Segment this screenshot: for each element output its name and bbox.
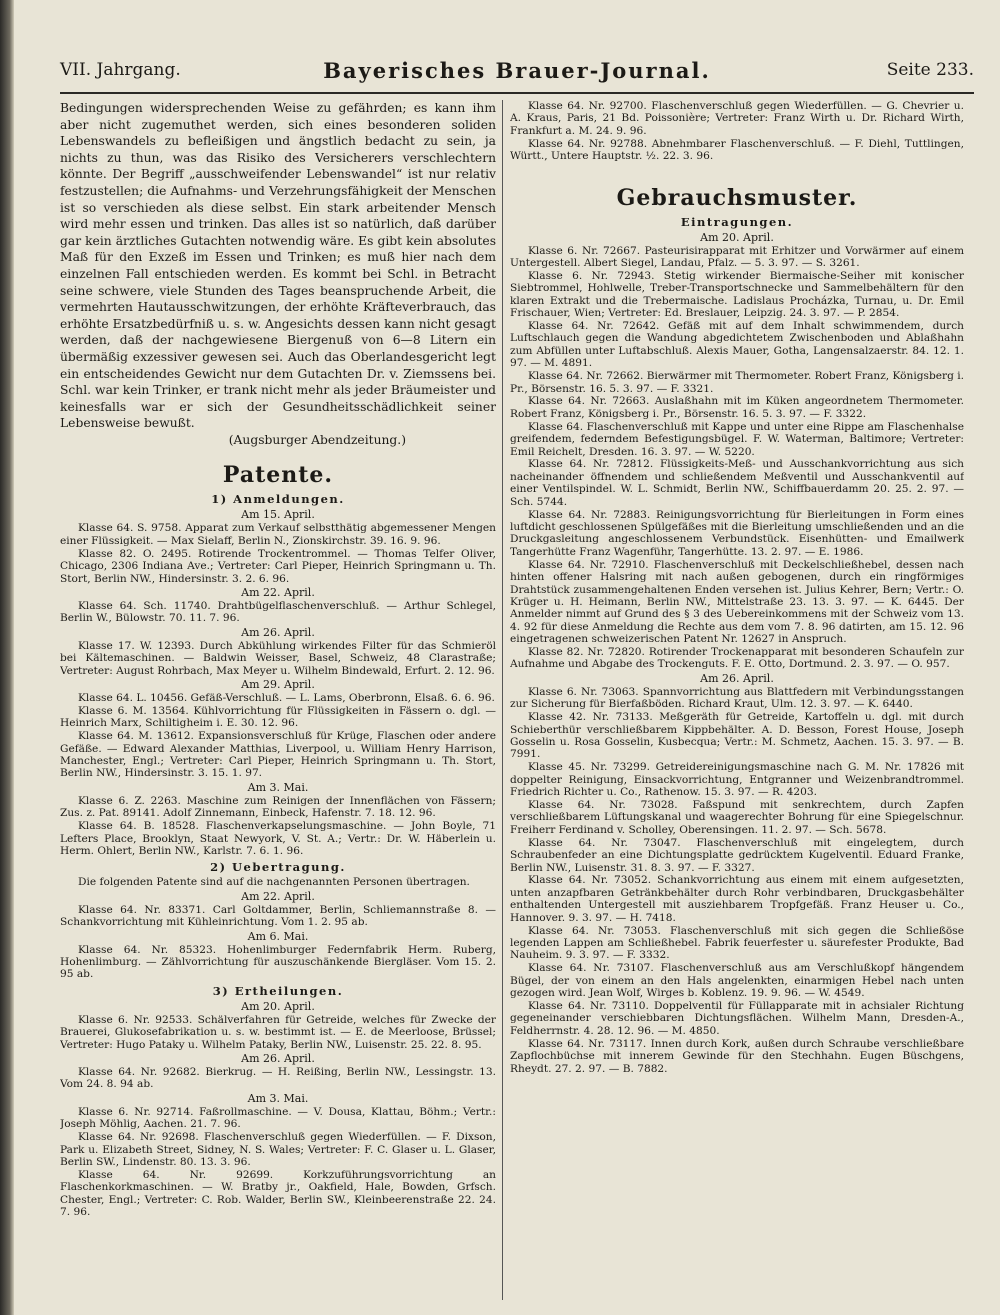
- header-rule: [60, 92, 974, 94]
- patent-entry: Klasse 64. B. 18528. Flaschenverkapselungsmaschine. — John Boyle, 71 Lefters Place, Brooklyn, Staat Newyork, V. St. A.; Vertr.: Dr. W. Häberlein u. Herm. Ohlert, Berlin NW., Karlstr. 7. 6. 1. 96.: [60, 820, 496, 857]
- patent-entry: Klasse 6. M. 13564. Kühlvorrichtung für Flüssigkeiten in Fässern o. dgl. — Heinrich Marx, Schiltigheim i. E. 30. 12. 96.: [60, 704, 496, 730]
- date-line: Am 3. Mai.: [247, 1091, 309, 1105]
- patent-entry: Klasse 82. O. 2495. Rotirende Trockentrommel. — Thomas Telfer Oliver, Chicago, 2306 Indiana Ave.; Vertreter: Carl Pieper, Heinrich Springmann u. Th. Stort, Berlin NW., Hindersinstr. 3. 2. 6. 96.: [60, 547, 496, 585]
- patent-entry: Klasse 64. Nr. 92788. Abnehmbarer Flaschenverschluß. — F. Diehl, Tuttlingen, Württ., Untere Hauptstr. ½. 22. 3. 96.: [510, 137, 964, 163]
- gm-entry: Klasse 64. Nr. 73028. Faßspund mit senkrechtem, durch Zapfen verschließbarem Lüftungskanal und waagerechter Bohrung für eine Spiegelschnur. Freiherr Ferdinand v. Scholley, Oberensingen. 11. 2. 97. — Sch. 5678.: [510, 799, 964, 836]
- gm-entry: Klasse 64. Nr. 72663. Auslaßhahn mit im Küken angeordnetem Thermometer. Robert Franz, Königsberg i. Pr., Börsenstr. 16. 5. 3. 97. — F. 3322.: [510, 395, 964, 420]
- patent-entry: Klasse 64. Nr. 92699. Korkzuführungsvorrichtung an Flaschenkorkmaschinen. — W. Bratby jr., Oakfield, Hale, Bowden, Grfsch. Chester, Engl.; Vertreter: C. Rob. Walder, Berlin SW., Kleinbeerenstraße 22. 24. 7. 96.: [60, 1168, 496, 1219]
- gm-entry: Klasse 64. Nr. 72662. Bierwärmer mit Thermometer. Robert Franz, Königsberg i. Pr., Börsenstr. 16. 5. 3. 97. — F. 3321.: [510, 370, 964, 395]
- patent-entry: Klasse 64. L. 10456. Gefäß-Verschluß. — L. Lams, Oberbronn, Elsaß. 6. 6. 96.: [78, 692, 495, 705]
- patent-entry: Klasse 6. Nr. 92714. Faßrollmaschine. — V. Dousa, Klattau, Böhm.; Vertr.: Joseph Möhlig, Aachen. 21. 7. 96.: [60, 1105, 496, 1131]
- gm-entry: Klasse 82. Nr. 72820. Rotirender Trockenapparat mit besonderen Schaufeln zur Aufnahme und Abgabe des Trockenguts. F. E. Otto, Dortmund. 2. 3. 97. — O. 957.: [510, 646, 964, 671]
- patent-entry: Klasse 6. Z. 2263. Maschine zum Reinigen der Innenflächen von Fässern; Zus. z. Pat. 89141. Adolf Zinnemann, Einbeck, Hafenstr. 7. 18. 12. 96.: [60, 794, 496, 820]
- gm-entry: Klasse 64. Nr. 73047. Flaschenverschluß mit eingelegtem, durch Schraubenfeder an eine Dichtungsplatte gedrücktem Kugelventil. Eduard Franke, Berlin NW., Luisenstr. 31. 8. 3. 97. — F. 3327.: [510, 836, 964, 874]
- date-line: Am 22. April.: [241, 586, 315, 599]
- gm-entry: Klasse 64. Nr. 73110. Doppelventil für Füllapparate mit in achsialer Richtung gegeneinander verschiebbaren Dichtungsflächen. Wilhelm Mann, Dresden-A., Feldherrnstr. 4. 28. 12. 96. — M. 4850.: [510, 1000, 964, 1037]
- patent-entry: Klasse 64. Nr. 83371. Carl Goltdammer, Berlin, Schliemannstraße 8. — Schankvorrichtung mit Kühleinrichtung. Vom 1. 2. 95 ab.: [60, 903, 496, 929]
- patent-entry: Klasse 64. M. 13612. Expansionsverschluß für Krüge, Flaschen oder andere Gefäße. — Edward Alexander Matthias, Liverpool, u. William Henry Harrison, Manchester, Engl.; Vertreter: Carl Pieper, Heinrich Springmann u. Th. Stort, Berlin NW., Hindersinstr. 3. 15. 1. 97.: [60, 730, 496, 780]
- patent-entry: Klasse 17. W. 12393. Durch Abkühlung wirkendes Filter für das Schmieröl bei Kältemaschinen. — Baldwin Weisser, Basel, Schweiz, 48 Clarastraße; Vertreter: August Rohrbach, Max Meyer u. Wilhelm Bindewald, Erfurt. 2. 12. 96.: [60, 639, 496, 677]
- gm-entry: Klasse 64. Nr. 73053. Flaschenverschluß mit sich gegen die Schließöse legenden Lappen am Schließhebel. Fabrik feuerfester u. säurefester Produkte, Bad Nauheim. 9. 3. 97. — F. 3332.: [510, 924, 964, 962]
- article-body: [60, 100, 496, 448]
- volume-label: VII. Jahrgang.: [60, 60, 181, 80]
- date-line: Am 20. April.: [241, 999, 315, 1013]
- article-source: (Augsburger Abendzeitung.): [228, 432, 406, 447]
- gm-entry: Klasse 64. Nr. 72642. Gefäß mit auf dem Inhalt schwimmendem, durch Luftschlauch gegen die Wandung abgedichtetem Zwischenboden und Ablaßhahn zum Abfüllen unter Luftabschluß. Alexis Mauer, Gotha, Langensalzaerstr. 84. 12. 1. 97. — M. 4891.: [510, 319, 964, 370]
- journal-page: [22, 0, 992, 1315]
- journal-title: Bayerisches Brauer-Journal.: [323, 58, 711, 83]
- uebertragung-heading: 2) Uebertragung.: [210, 860, 346, 875]
- patent-entry: Klasse 64. Sch. 11740. Drahtbügelflaschenverschluß. — Arthur Schlegel, Berlin W., Bülowstr. 70. 11. 7. 96.: [60, 600, 496, 625]
- gm-entry: Klasse 6. Nr. 72667. Pasteurisirapparat mit Erhitzer und Vorwärmer auf einem Untergestell. Albert Siegel, Landau, Pfalz. — 5. 3. 97. — S. 3261.: [510, 244, 964, 269]
- patent-entry: Klasse 64. Nr. 92700. Flaschenverschluß gegen Wiederfüllen. — G. Chevrier u. A. Kraus, Paris, 21 Bd. Poissonière; Vertreter: Franz Wirth u. Dr. Richard Wirth, Frankfurt a. M. 24. 9. 96.: [510, 100, 964, 137]
- ertheilungen-heading: 3) Ertheilungen.: [212, 983, 344, 998]
- patent-entry: Klasse 64. Nr. 92698. Flaschenverschluß gegen Wiederfüllen. — F. Dixson, Park u. Elizabeth Street, Sidney, N. S. Wales; Vertreter: F. C. Glaser u. L. Glaser, Berlin SW., Lindenstr. 80. 13. 3. 96.: [60, 1131, 496, 1168]
- patent-entry: Klasse 64. Nr. 92682. Bierkrug. — H. Reißing, Berlin NW., Lessingstr. 13. Vom 24. 8. 94 ab.: [60, 1066, 496, 1091]
- date-line: Am 3. Mai.: [247, 780, 309, 794]
- date-line: Am 26. April.: [241, 625, 315, 639]
- date-line: Am 20. April.: [700, 230, 774, 244]
- patent-entry: Klasse 64. S. 9758. Apparat zum Verkauf selbstthätig abgemessener Mengen einer Flüssigkeit. — Max Sielaff, Berlin N., Zionskirchstr. 39. 16. 9. 96.: [60, 522, 496, 547]
- gm-entry: Klasse 6. Nr. 73063. Spannvorrichtung aus Blattfedern mit Verbindungsstangen zur Sicherung für Bierfaßböden. Richard Kraut, Ulm. 12. 3. 97. — K. 6440.: [510, 685, 964, 711]
- uebertragung-intro: Die folgenden Patente sind auf die nachgenannten Personen übertragen.: [78, 876, 470, 889]
- gm-entry: Klasse 45. Nr. 73299. Getreidereinigungsmaschine nach G. M. Nr. 17826 mit doppelter Reinigung, Einsackvorrichtung, Entgranner und Weizenbrandtrommel. Friedrich Richter u. Co., Rathenow. 15. 3. 97. — R. 4203.: [510, 761, 964, 799]
- gm-entry: Klasse 64. Nr. 72910. Flaschenverschluß mit Deckelschließhebel, dessen nach hinten offener Halsring mit nach außen gebogenen, durch ein ringförmiges Drahtstück zusammengehaltenen Enden versehen ist. Julius Kehrer, Bern; Vertr.: O. Krüger u. H. Heimann, Berlin NW., Mittelstraße 23. 13. 3. 97. — K. 6445. Der Anmelder nimmt auf Grund des § 3 des Uebereinkommens mit der Schweiz vom 13. 4. 92 für diese Anmeldung die Rechte aus dem vom 7. 8. 96 datirten, am 15. 12. 96 eingetragenen schweizerischen Patent Nr. 12627 in Anspruch.: [510, 558, 964, 646]
- left-column: [60, 100, 496, 1305]
- eintragungen-heading: Eintragungen.: [680, 214, 794, 229]
- gm-entry: Klasse 42. Nr. 73133. Meßgeräth für Getreide, Kartoffeln u. dgl. mit durch Schieberthür verschließbarem Kippbehälter. A. D. Besson, Forest House, Joseph Gosselin u. Rosa Gosselin, Kusbecqua; Vertr.: M. Schmetz, Aachen. 15. 3. 97. — B. 7991.: [510, 711, 964, 761]
- article-paragraph: Bedingungen widersprechenden Weise zu gefährden; es kann ihm aber nicht zugemuthet werden, sich eines besonderen soliden Lebenswandels zu befleißigen und ängstlich bedacht zu sein, ja nichts zu thun, was das Risiko des Versicherers verschlechtern könnte. Der Begriff „ausschweifender Lebenswandel“ ist nur relativ festzustellen; die Aufnahms- und Verzehrungsfähigkeit der Menschen ist so verschieden als diese selbst. Ein stark arbeitender Mensch wird mehr essen und trinken. Das alles ist so natürlich, daß darüber gar kein ärztliches Gutachten notwendig wäre. Es gibt kein absolutes Maß für den Exzeß im Essen und Trinken; es muß hier nach dem einzelnen Fall entschieden werden. Es kommt bei Schl. in Betracht seine schwere, viele Stunden des Tages beanspruchende Arbeit, die vermehrten Hautausschwitzungen, der erhöhte Kräfteverbrauch, das erhöhte Ersatzbedürfniß u. s. w. Angesichts dessen kann nicht gesagt werden, daß der nachgewiesene Biergenuß von 6—8 Litern ein übermäßig exzessiver gewesen sei. Auch das Oberlandesgericht legt ein entscheidendes Gewicht nur dem Gutachten Dr. v. Ziemssens bei. Schl. war kein Trinker, er trank nicht mehr als jeder Bräumeister und keinesfalls war er sich der Gesundheitsschädlichkeit seiner Lebensweise bewußt.: [60, 101, 496, 431]
- gm-entry: Klasse 64. Flaschenverschluß mit Kappe und unter eine Rippe am Flaschenhalse greifendem, federndem Befestigungsbügel. F. W. Waterman, Baltimore; Vertreter: Emil Reichelt, Dresden. 16. 3. 97. — W. 5220.: [510, 420, 964, 458]
- date-line: Am 26. April.: [241, 1052, 315, 1066]
- book-spine: [0, 0, 14, 1315]
- gm-entry: Klasse 6. Nr. 72943. Stetig wirkender Biermaische-Seiher mit konischer Siebtrommel, Hohlwelle, Treber-Transportschnecke und Sammelbehältern für den klaren Extrakt und die Trebermaische. Ladislaus Procházka, Turnau, u. Dr. Emil Frischauer, Wien; Vertreter: Ed. Breslauer, Leipzig. 24. 3. 97. — P. 2854.: [510, 269, 964, 320]
- right-column: [510, 100, 964, 1305]
- date-line: Am 29. April.: [241, 678, 315, 692]
- gm-entry: Klasse 64. Nr. 73107. Flaschenverschluß aus am Verschlußkopf hängendem Bügel, der von einem an den Hals angelenkten, einarmigen Hebel nach unten gezogen wird. Jean Wolf, Wirges b. Koblenz. 19. 9. 96. — W. 4549.: [510, 962, 964, 1000]
- date-line: Am 15. April.: [241, 508, 315, 522]
- date-line: Am 26. April.: [700, 671, 774, 685]
- date-line: Am 6. Mai.: [247, 929, 309, 943]
- patent-entry: Klasse 64. Nr. 85323. Hohenlimburger Federnfabrik Herm. Ruberg, Hohenlimburg. — Zählvorrichtung für auszuschänkende Biergläser. Vom 15. 2. 95 ab.: [60, 943, 496, 981]
- anmeldungen-heading: 1) Anmeldungen.: [211, 492, 345, 507]
- gebrauchsmuster-heading: Gebrauchsmuster.: [616, 184, 858, 211]
- gm-entry: Klasse 64. Nr. 73052. Schankvorrichtung aus einem mit einem aufgesetzten, unten anzapfbaren Getränkbehälter durch Rohr verbindbaren, Druckgasbehälter enthaltenden Untergestell mit ausziehbarem Tropfgefäß. Franz Heuser u. Co., Hannover. 9. 3. 97. — H. 7418.: [510, 874, 964, 924]
- gm-entry: Klasse 64. Nr. 72812. Flüssigkeits-Meß- und Ausschankvorrichtung aus sich nacheinander öffnendem und schließendem Meßventil und Ausschankventil auf einer Ventilspindel. W. L. Schmidt, Berlin NW., Schiffbauerdamm 20. 25. 2. 97. — Sch. 5744.: [510, 458, 964, 508]
- patent-entry: Klasse 6. Nr. 92533. Schälverfahren für Getreide, welches für Zwecke der Brauerei, Glukosefabrikation u. s. w. bestimmt ist. — E. de Meerloose, Brüssel; Vertreter: Hugo Pataky u. Wilhelm Pataky, Berlin NW., Luisenstr. 25. 22. 8. 95.: [60, 1013, 496, 1051]
- column-divider: [502, 100, 503, 1300]
- gm-entry: Klasse 64. Nr. 73117. Innen durch Kork, außen durch Schraube verschließbare Zapflochbüchse mit innerem Gewinde für den Stechhahn. Eugen Büschgens, Rheydt. 27. 2. 97. — B. 7882.: [510, 1037, 964, 1075]
- patente-heading: Patente.: [222, 462, 334, 489]
- page-header: [60, 58, 974, 86]
- page-number: Seite 233.: [886, 60, 974, 80]
- gm-entry: Klasse 64. Nr. 72883. Reinigungsvorrichtung für Bierleitungen in Form eines luftdicht geschlossenen Spülgefäßes mit die Bierleitung umschließenden und an die Druckgasleitung angeschlossenem Verbundstück. Eisenhütten- und Emailwerk Tangerhütte Franz Wagenführ, Tangerhütte. 13. 2. 97. — E. 1986.: [510, 508, 964, 558]
- date-line: Am 22. April.: [241, 889, 315, 903]
